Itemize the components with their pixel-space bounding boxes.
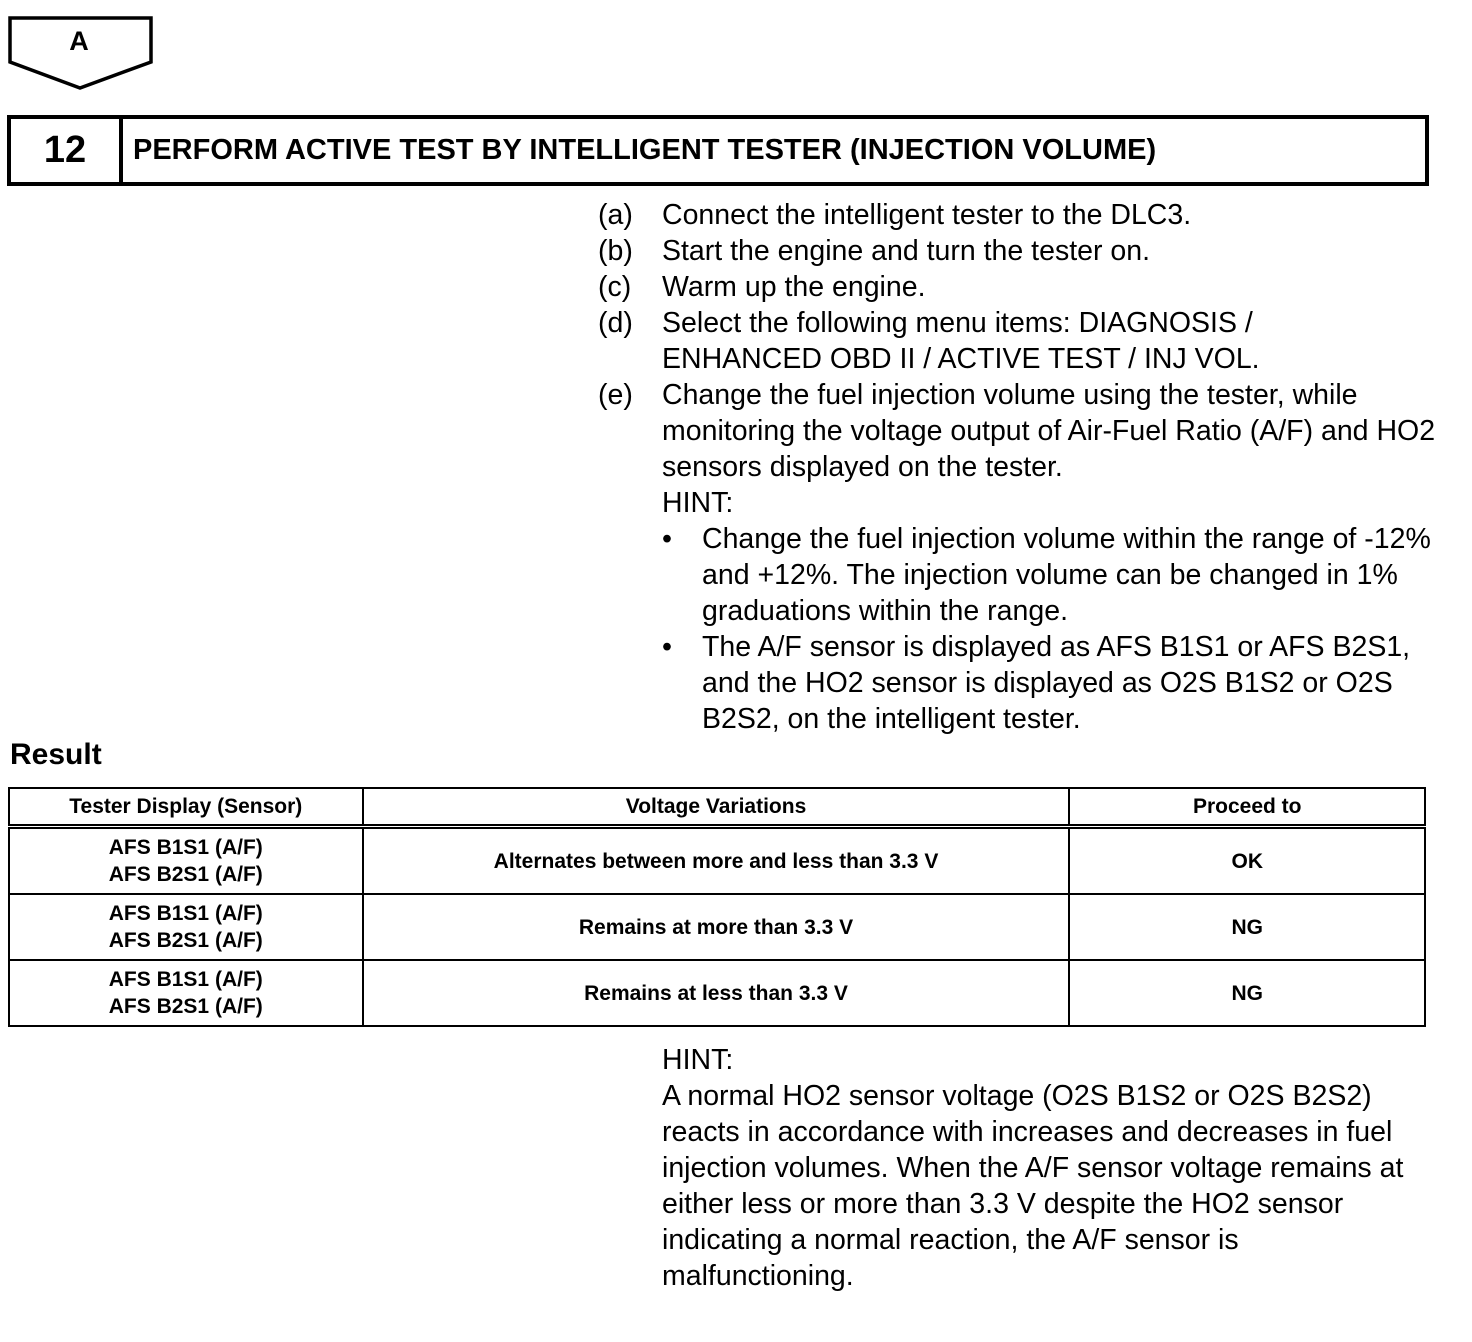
column-header-proceed: Proceed to	[1069, 788, 1425, 827]
sensor-line: AFS B1S1 (A/F)	[108, 902, 263, 925]
column-header-sensor: Tester Display (Sensor)	[9, 788, 363, 827]
sensor-cell	[9, 894, 363, 960]
table-row	[9, 960, 1425, 1026]
bullet-text: Change the fuel injection volume within the range of -12% and +12%. The injection volume can be changed in 1% graduations within the range.	[702, 523, 1431, 627]
column-header-voltage: Voltage Variations	[363, 788, 1070, 827]
step-text: Change the fuel injection volume using the tester, while monitoring the voltage output of Air-Fuel Ratio (A/F) and HO2 sensors displayed on the tester.	[662, 379, 1436, 483]
table-row	[9, 894, 1425, 960]
voltage-cell: Remains at more than 3.3 V	[363, 894, 1070, 960]
bullet-text: The A/F sensor is displayed as AFS B1S1 or AFS B2S1, and the HO2 sensor is displayed as O2S B1S2 or O2S B2S2, on the intelligent tester.	[702, 631, 1411, 735]
step-header	[7, 115, 1429, 186]
proceed-cell: OK	[1069, 827, 1425, 895]
sensor-line: AFS B1S1 (A/F)	[108, 968, 263, 991]
result-table	[8, 787, 1426, 1027]
proceed-cell: NG	[1069, 960, 1425, 1026]
marker-label: A	[69, 26, 89, 56]
procedure-step-a	[598, 197, 1438, 233]
sensor-line: AFS B2S1 (A/F)	[108, 863, 263, 886]
result-title: Result	[10, 738, 102, 771]
step-text: Select the following menu items: DIAGNOSIS / ENHANCED OBD II / ACTIVE TEST / INJ VOL.	[662, 307, 1260, 375]
step-number: 12	[11, 119, 123, 182]
hint-bullet	[598, 629, 1438, 737]
step-text: Warm up the engine.	[662, 271, 926, 303]
step-text: Start the engine and turn the tester on.	[662, 235, 1150, 267]
sensor-line: AFS B1S1 (A/F)	[108, 836, 263, 859]
hint-text: A normal HO2 sensor voltage (O2S B1S2 or O2S B2S2) reacts in accordance with increases and decreases in fuel injection volumes. When the A/F sensor voltage remains at either less or more than 3.3 V despite the HO2 sensor indicating a normal reaction, the A/F sensor is malfunctioning.	[662, 1080, 1404, 1292]
voltage-cell: Alternates between more and less than 3.3 V	[363, 827, 1070, 895]
procedure-step-e	[598, 377, 1438, 485]
procedure-step-d	[598, 305, 1438, 377]
step-title: PERFORM ACTIVE TEST BY INTELLIGENT TESTER (INJECTION VOLUME)	[133, 134, 1157, 166]
sensor-line: AFS B2S1 (A/F)	[108, 929, 263, 952]
step-mark: (e)	[598, 379, 633, 411]
bullet-dot: •	[662, 523, 672, 555]
procedure-step-b	[598, 233, 1438, 269]
sensor-line: AFS B2S1 (A/F)	[108, 995, 263, 1018]
hint-note	[662, 1042, 1438, 1294]
hint-bullet	[598, 521, 1438, 629]
hint-label: HINT:	[662, 1044, 734, 1076]
step-mark: (d)	[598, 307, 633, 339]
step-mark: (b)	[598, 235, 633, 267]
procedure-list	[598, 197, 1438, 737]
procedure-step-c	[598, 269, 1438, 305]
table-row	[9, 827, 1425, 895]
bullet-dot: •	[662, 631, 672, 663]
voltage-cell: Remains at less than 3.3 V	[363, 960, 1070, 1026]
step-mark: (a)	[598, 199, 633, 231]
sensor-cell	[9, 827, 363, 895]
hint-label: HINT:	[662, 487, 734, 519]
proceed-cell: NG	[1069, 894, 1425, 960]
table-header-row	[9, 788, 1425, 827]
step-mark: (c)	[598, 271, 632, 303]
step-text: Connect the intelligent tester to the DLC3.	[662, 199, 1192, 231]
sensor-cell	[9, 960, 363, 1026]
